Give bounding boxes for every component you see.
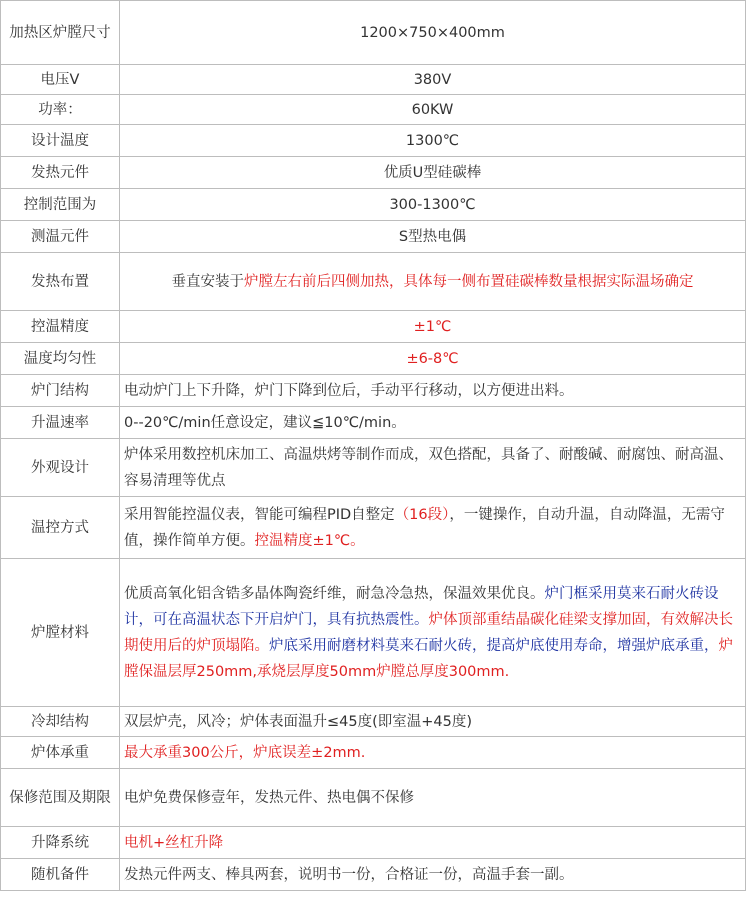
spec-label: 升温速率 xyxy=(1,407,120,439)
spec-value-segment: 电动炉门上下升降，炉门下降到位后，手动平行移动，以方便进出料。 xyxy=(124,382,574,399)
spec-value-segment: 发热元件两支、棒具两套，说明书一份，合格证一份，高温手套一副。 xyxy=(124,866,574,883)
spec-value-segment: 1200×750×400mm xyxy=(360,24,505,41)
spec-row xyxy=(1,343,746,375)
spec-value xyxy=(120,375,746,407)
spec-value-segment: 优质U型硅碳棒 xyxy=(383,164,482,181)
spec-label: 随机备件 xyxy=(1,859,120,891)
spec-label: 测温元件 xyxy=(1,221,120,253)
spec-label: 外观设计 xyxy=(1,439,120,497)
spec-value xyxy=(120,343,746,375)
spec-label: 升降系统 xyxy=(1,827,120,859)
spec-row xyxy=(1,439,746,497)
spec-label: 发热元件 xyxy=(1,157,120,189)
spec-row xyxy=(1,65,746,95)
spec-value-segment: 最大承重300公斤，炉底误差±2mm. xyxy=(124,744,366,761)
spec-value xyxy=(120,65,746,95)
spec-value xyxy=(120,253,746,311)
spec-value xyxy=(120,125,746,157)
spec-value-segment: 炉底采用耐磨材料莫来石耐火砖，提高炉底使用寿命，增强炉底承重， xyxy=(269,637,719,654)
spec-value xyxy=(120,95,746,125)
spec-row xyxy=(1,221,746,253)
spec-row xyxy=(1,407,746,439)
spec-row xyxy=(1,859,746,891)
spec-value xyxy=(120,827,746,859)
spec-value-segment: S型热电偶 xyxy=(398,228,467,245)
spec-row xyxy=(1,559,746,707)
spec-label: 炉门结构 xyxy=(1,375,120,407)
spec-label: 设计温度 xyxy=(1,125,120,157)
spec-label: 控制范围为 xyxy=(1,189,120,221)
spec-value-segment: 垂直安装于 xyxy=(171,273,244,290)
spec-value xyxy=(120,407,746,439)
spec-value xyxy=(120,157,746,189)
spec-value xyxy=(120,221,746,253)
spec-row xyxy=(1,189,746,221)
spec-row xyxy=(1,769,746,827)
spec-value-segment: 炉膛保温层厚250mm,承烧层厚度50mm炉膛总厚度300mm. xyxy=(124,637,733,680)
spec-value-segment: 0--20℃/min任意设定，建议≦10℃/min。 xyxy=(124,414,406,431)
spec-value-segment: 炉膛左右前后四侧加热，具体每一侧布置硅碳棒数量根据实际温场确定 xyxy=(244,273,694,290)
spec-row xyxy=(1,737,746,769)
spec-row xyxy=(1,95,746,125)
spec-value-segment: 炉门框采用莫来石耐火砖设计，可在高温状态下开启炉门，具有抗热震性。 xyxy=(124,585,719,628)
spec-value-segment: 采用智能控温仪表，智能可编程PID自整定 xyxy=(124,506,395,523)
spec-value-segment: ，一键操作，自动升温，自动降温，无需守值，操作简单方便。 xyxy=(124,506,725,549)
spec-value-segment: 炉体顶部重结晶碳化硅梁支撑加固，有效解决长期使用后的炉顶塌陷。 xyxy=(124,611,733,654)
spec-row xyxy=(1,707,746,737)
spec-value xyxy=(120,1,746,65)
spec-row xyxy=(1,253,746,311)
spec-row xyxy=(1,157,746,189)
spec-value xyxy=(120,311,746,343)
spec-row xyxy=(1,497,746,559)
spec-label: 炉体承重 xyxy=(1,737,120,769)
spec-label: 功率： xyxy=(1,95,120,125)
spec-value xyxy=(120,769,746,827)
spec-value xyxy=(120,439,746,497)
spec-value xyxy=(120,859,746,891)
spec-label: 加热区炉膛尺寸 xyxy=(1,1,120,65)
spec-value-segment: 380V xyxy=(413,71,452,88)
spec-value-segment: 电炉免费保修壹年，发热元件、热电偶不保修 xyxy=(124,789,414,806)
spec-label: 冷却结构 xyxy=(1,707,120,737)
spec-value-segment: 控温精度±1℃。 xyxy=(254,532,365,549)
spec-label: 保修范围及期限 xyxy=(1,769,120,827)
spec-value-segment: 优质高氧化铝含锆多晶体陶瓷纤维，耐急冷急热，保温效果优良。 xyxy=(124,585,545,602)
spec-value-segment: 1300℃ xyxy=(405,132,460,149)
spec-row xyxy=(1,827,746,859)
spec-label: 温控方式 xyxy=(1,497,120,559)
spec-value-segment: 60KW xyxy=(411,101,454,118)
spec-label: 电压V xyxy=(1,65,120,95)
spec-value-segment: （16段） xyxy=(394,506,450,523)
spec-value xyxy=(120,559,746,707)
spec-label: 炉膛材料 xyxy=(1,559,120,707)
spec-value xyxy=(120,737,746,769)
spec-value-segment: 电机+丝杠升降 xyxy=(124,834,224,851)
spec-value xyxy=(120,189,746,221)
spec-value-segment: 双层炉壳，风冷；炉体表面温升≤45度(即室温+45度) xyxy=(124,713,473,730)
spec-label: 发热布置 xyxy=(1,253,120,311)
spec-value xyxy=(120,497,746,559)
spec-value-segment: 300-1300℃ xyxy=(389,196,476,213)
spec-label: 温度均匀性 xyxy=(1,343,120,375)
spec-row xyxy=(1,1,746,65)
spec-value xyxy=(120,707,746,737)
spec-value-segment: ±1℃ xyxy=(413,318,452,335)
spec-value-segment: 炉体采用数控机床加工、高温烘烤等制作而成，双色搭配，具备了、耐酸碱、耐腐蚀、耐高温、容易清理等优点 xyxy=(124,446,733,489)
spec-value-segment: ±6-8℃ xyxy=(406,350,459,367)
spec-row xyxy=(1,125,746,157)
spec-row xyxy=(1,375,746,407)
spec-label: 控温精度 xyxy=(1,311,120,343)
spec-table-body xyxy=(1,1,746,891)
spec-row xyxy=(1,311,746,343)
